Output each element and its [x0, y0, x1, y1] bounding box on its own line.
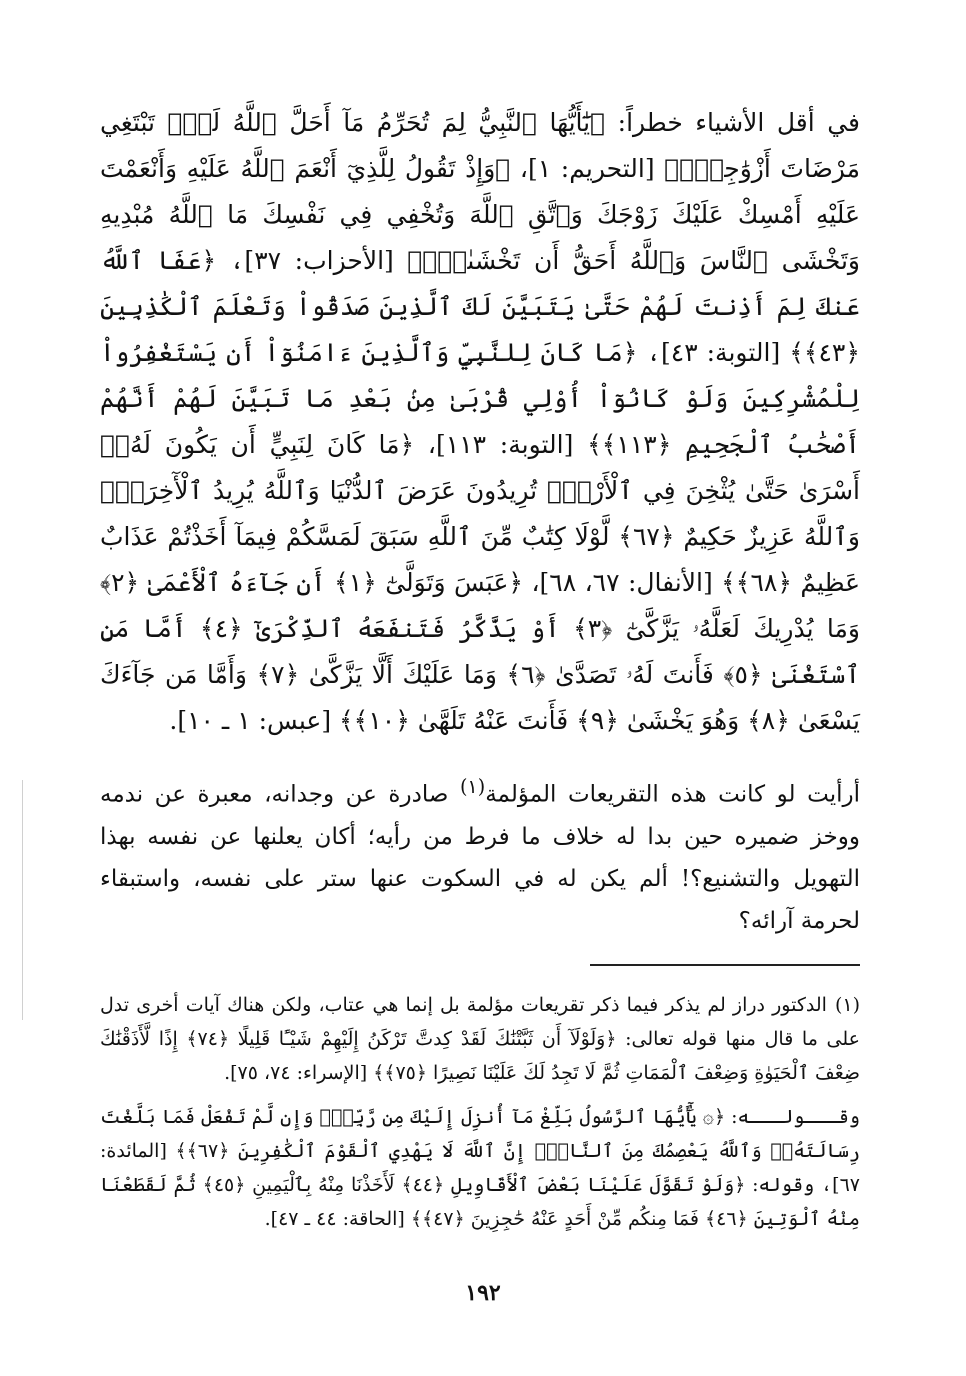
- body-paragraph-block: [100, 766, 860, 942]
- scan-margin-line: [22, 780, 23, 1020]
- quran-quotes-paragraph: في أقل الأشياء خطراً: ﴿يَٰٓأَيُّهَا ٱلنَّبِيُّ لِمَ تُحَرِّمُ مَآ أَحَلَّ ٱللَّهُ لَكَۖ تَبْتَغِي مَرْضَاتَ أَزْوَٰجِكَۚ﴾ [التحريم: ١]، ﴿وَإِذْ تَقُولُ لِلَّذِيٓ أَنْعَمَ ٱللَّهُ عَلَيْهِ وَأَنْعَمْتَ عَلَيْهِ أَمْسِكْ عَلَيْكَ زَوْجَكَ وَٱتَّقِ ٱللَّهَ وَتُخْفِي فِي نَفْسِكَ مَا ٱللَّهُ مُبْدِيهِ وَتَخْشَى ٱلنَّاسَ وَٱللَّهُ أَحَقُّ أَن تَخْشَىٰهُۖ﴾ [الأحزاب: ٣٧]، ﴿عَفَا ٱللَّهُ عَنكَ لِمَ أَذِنتَ لَهُمْ حَتَّىٰ يَتَبَيَّنَ لَكَ ٱلَّذِينَ صَدَقُواْ وَتَعْلَمَ ٱلْكَٰذِبِينَ ﴿٤٣﴾﴾ [التوبة: ٤٣]، ﴿مَا كَانَ لِلنَّبِيِّ وَٱلَّذِينَ ءَامَنُوٓاْ أَن يَسْتَغْفِرُواْ لِلْمُشْرِكِينَ وَلَوْ كَانُوٓاْ أُوْلِي قُرْبَىٰ مِنۢ بَعْدِ مَا تَبَيَّنَ لَهُمْ أَنَّهُمْ أَصْحَٰبُ ٱلْجَحِيمِ ﴿١١٣﴾﴾ [التوبة: ١١٣]، ﴿مَا كَانَ لِنَبِيٍّ أَن يَكُونَ لَهُۥٓ أَسْرَىٰ حَتَّىٰ يُثْخِنَ فِي ٱلْأَرْضِۚ تُرِيدُونَ عَرَضَ ٱلدُّنْيَا وَٱللَّهُ يُرِيدُ ٱلْأٓخِرَةَۗ وَٱللَّهُ عَزِيزٌ حَكِيمٌ ﴿٦٧﴾ لَّوْلَا كِتَٰبٌ مِّنَ ٱللَّهِ سَبَقَ لَمَسَّكُمْ فِيمَآ أَخَذْتُمْ عَذَابٌ عَظِيمٌ ﴿٦٨﴾﴾ [الأنفال: ٦٧، ٦٨]، ﴿عَبَسَ وَتَوَلَّىٰٓ ﴿١﴾ أَن جَآءَهُ ٱلْأَعْمَىٰ ﴿٢﴾ وَمَا يُدْرِيكَ لَعَلَّهُۥ يَزَّكَّىٰٓ ﴿٣﴾ أَوْ يَذَّكَّرُ فَتَنفَعَهُ ٱلذِّكْرَىٰٓ ﴿٤﴾ أَمَّا مَنِ ٱسْتَغْنَىٰ ﴿٥﴾ فَأَنتَ لَهُۥ تَصَدَّىٰ ﴿٦﴾ وَمَا عَلَيْكَ أَلَّا يَزَّكَّىٰ ﴿٧﴾ وَأَمَّا مَن جَآءَكَ يَسْعَىٰ ﴿٨﴾ وَهُوَ يَخْشَىٰ ﴿٩﴾ فَأَنتَ عَنْهُ تَلَهَّىٰ ﴿١٠﴾﴾ [عبس: ١ ـ ١٠].: [100, 108, 861, 735]
- footnote-text: وقـــولـــه: ﴿۞ يَٰٓأَيُّهَا ٱلرَّسُولُ بَلِّغْ مَآ أُنزِلَ إِلَيْكَ مِن رَّبِّكَۖ وَإِن لَّمْ تَفْعَلْ فَمَا بَلَّغْتَ رِسَالَتَهُۥۚ وَٱللَّهُ يَعْصِمُكَ مِنَ ٱلنَّاسِۗ إِنَّ ٱللَّهَ لَا يَهْدِي ٱلْقَوْمَ ٱلْكَٰفِرِينَ ﴿٦٧﴾﴾ [المائدة: ٦٧]، وقوله: ﴿وَلَوْ تَقَوَّلَ عَلَيْنَا بَعْضَ ٱلْأَقَاوِيلِ ﴿٤٤﴾ لَأَخَذْنَا مِنْهُ بِٱلْيَمِينِ ﴿٤٥﴾ ثُمَّ لَقَطَعْنَا مِنْهُ ٱلْوَتِينَ ﴿٤٦﴾ فَمَا مِنكُم مِّنْ أَحَدٍ عَنْهُ حَٰجِزِينَ ﴿٤٧﴾﴾ [الحاقة: ٤٤ ـ ٤٧].: [100, 1105, 860, 1230]
- page-number: ١٩٢: [465, 1280, 501, 1306]
- body-text-after-note: صادرة عن وجدانه، معبرة عن ندمه ووخز ضميره حين بدا له خلاف ما فرط من رأيه؛ أكان يعلنها عن نفسه بهذا التهويل والتشنيع؟! ألم يكن له في السكوت عنها ستر على نفسه، واستبقاء لحرمة آرائه؟: [100, 781, 860, 934]
- body-paragraph: [100, 766, 860, 942]
- footnotes-block: [100, 988, 860, 1236]
- body-text-before-note: أرأيت لو كانت هذه التقريعات المؤلمة: [485, 781, 860, 808]
- footnote-continuation: [100, 1100, 860, 1236]
- footnote-item: [100, 988, 860, 1090]
- footnote-text: الدكتور دراز لم يذكر فيما ذكر تقريعات مؤلمة بل إنما هي عتاب، ولكن هناك آيات أخرى تدل على ما قال منها قوله تعالى: ﴿وَلَوْلَآ أَن ثَبَّتْنَٰكَ لَقَدْ كِدتَّ تَرْكَنُ إِلَيْهِمْ شَيْـًٔا قَلِيلًا ﴿٧٤﴾ إِذًا لَّأَذَقْنَٰكَ ضِعْفَ ٱلْحَيَوٰةِ وَضِعْفَ ٱلْمَمَاتِ ثُمَّ لَا تَجِدُ لَكَ عَلَيْنَا نَصِيرًا ﴿٧٥﴾﴾ [الإسراء: ٧٤، ٧٥].: [100, 993, 860, 1084]
- quran-quotes-block: [100, 100, 860, 744]
- footnote-separator: [590, 964, 860, 966]
- book-page: [100, 100, 860, 1246]
- footnote-marker: (١): [834, 993, 860, 1016]
- footnote-reference: (١): [459, 775, 486, 798]
